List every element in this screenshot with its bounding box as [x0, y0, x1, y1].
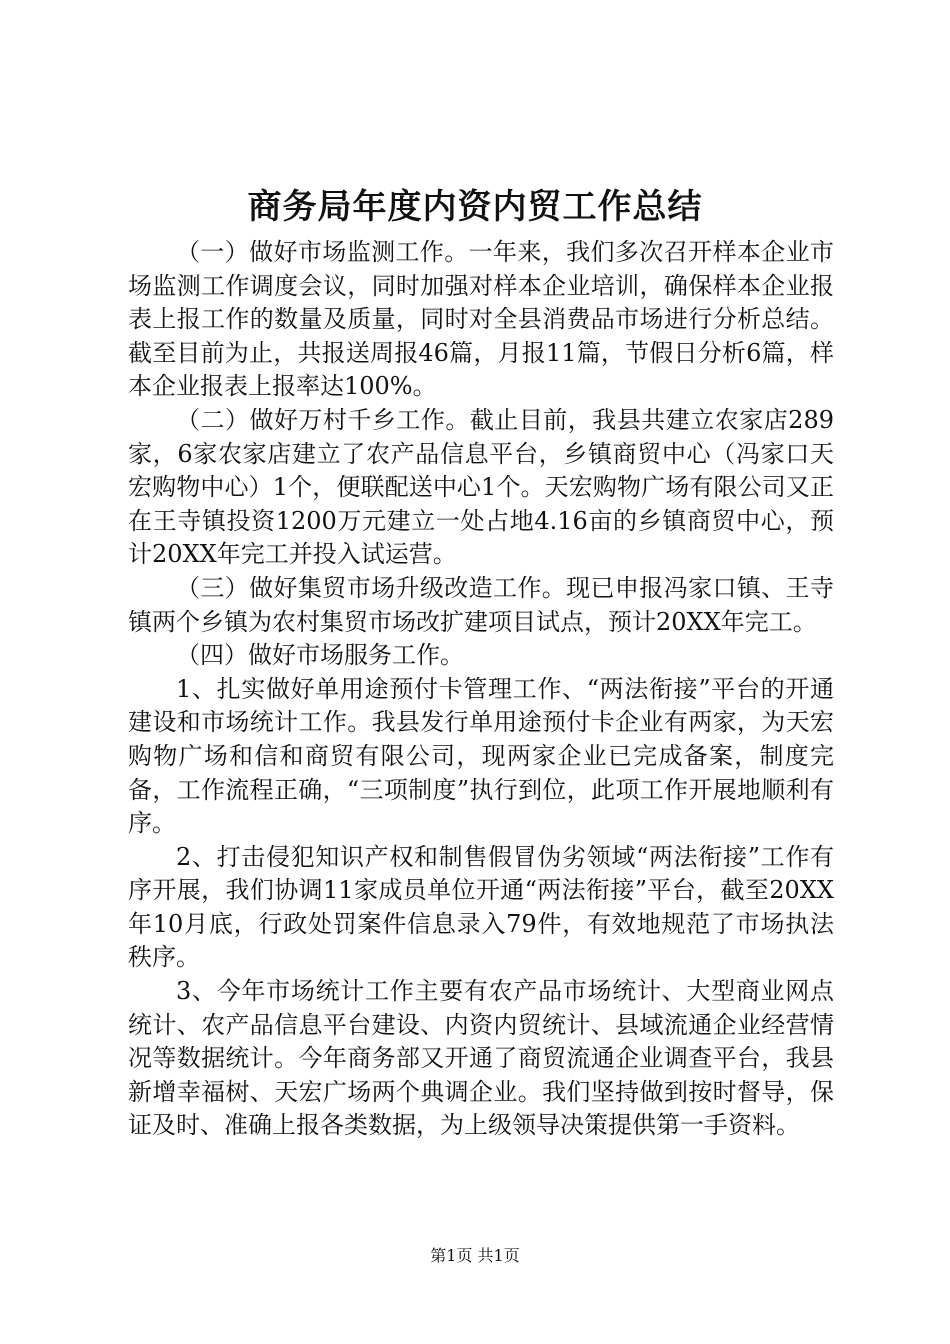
paragraph-market-upgrade: （三）做好集贸市场升级改造工作。现已申报冯家口镇、王寺镇两个乡镇为农村集贸市场改扩建项目试点，预计20XX年完工。: [128, 573, 834, 636]
document-title: 商务局年度内资内贸工作总结: [247, 187, 703, 227]
paragraph-statistics: 3、今年市场统计工作主要有农产品市场统计、大型商业网点统计、农产品信息平台建设、内资内贸统计、县域流通企业经营情况等数据统计。今年商务部又开通了商贸流通企业调查平台，我县新增幸福树、天宏广场两个典调企业。我们坚持做到按时督导，保证及时、准确上报各类数据，为上级领导决策提供第一手资料。: [128, 977, 834, 1140]
document-body: [128, 236, 834, 1143]
page-footer: 第1页 共1页: [430, 1246, 520, 1265]
paragraph-prepaid-card: 1、扎实做好单用途预付卡管理工作、“两法衔接”平台的开通建设和市场统计工作。我县发行单用途预付卡企业有两家，为天宏购物广场和信和商贸有限公司，现两家企业已完成备案，制度完备，工作流程正确，“三项制度”执行到位，此项工作开展地顺利有序。: [128, 674, 834, 838]
paragraph-village-project: （二）做好万村千乡工作。截止目前，我县共建立农家店289家，6家农家店建立了农产品信息平台，乡镇商贸中心（冯家口天宏购物中心）1个，便联配送中心1个。天宏购物广场有限公司又正在王寺镇投资1200万元建立一处占地4.16亩的乡镇商贸中心，预计20XX年完工并投入试运营。: [128, 405, 834, 569]
paragraph-market-monitoring: （一）做好市场监测工作。一年来，我们多次召开样本企业市场监测工作调度会议，同时加强对样本企业培训，确保样本企业报表上报工作的数量及质量，同时对全县消费品市场进行分析总结。截至目前为止，共报送周报46篇，月报11篇，节假日分析6篇，样本企业报表上报率达100%。: [128, 238, 834, 401]
paragraph-market-service-heading: （四）做好市场服务工作。: [176, 641, 464, 670]
paragraph-ip-enforcement: 2、打击侵犯知识产权和制售假冒伪劣领域“两法衔接”工作有序开展，我们协调11家成员单位开通“两法衔接”平台，截至20XX年10月底，行政处罚案件信息录入79件，有效地规范了市场执法秩序。: [128, 842, 834, 972]
